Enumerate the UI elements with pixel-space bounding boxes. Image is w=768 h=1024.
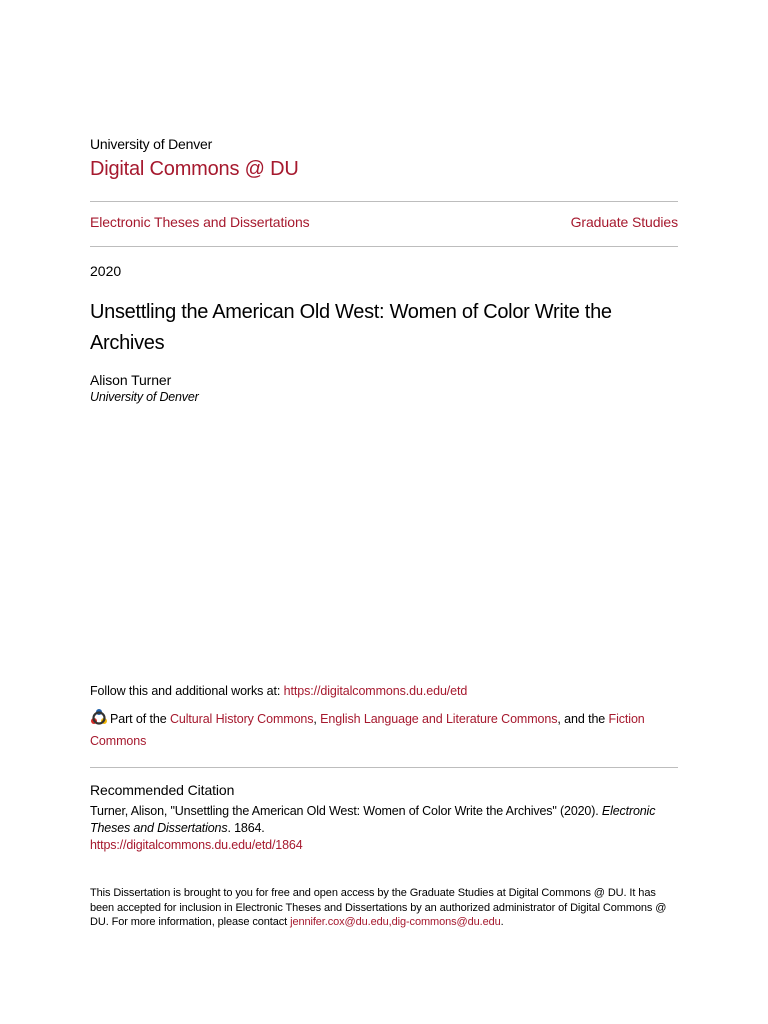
follow-line — [90, 684, 467, 698]
divider-top — [90, 201, 678, 202]
network-icon — [90, 708, 108, 726]
publication-year: 2020 — [90, 263, 122, 279]
citation-url-link[interactable]: https://digitalcommons.du.edu/etd/1864 — [90, 838, 303, 852]
document-title: Unsettling the American Old West: Women of Color Write the Archives — [90, 301, 612, 354]
collection-link[interactable]: Electronic Theses and Dissertations — [90, 214, 310, 230]
contact-email-link[interactable]: jennifer.cox@du.edu,dig-commons@du.edu — [290, 916, 501, 928]
divider-nav — [90, 246, 678, 247]
author-name: Alison Turner — [90, 372, 172, 388]
english-literature-commons-link[interactable]: English Language and Literature Commons — [320, 712, 558, 726]
institution-name: University of Denver — [90, 136, 213, 152]
follow-url-link[interactable]: https://digitalcommons.du.edu/etd — [283, 684, 468, 698]
citation-number: . 1864. — [227, 821, 265, 835]
breadcrumb — [90, 214, 678, 230]
citation-text: Turner, Alison, "Unsettling the American Old West: Women of Color Write the Archives" (2020). — [90, 804, 602, 818]
fiction-commons-link[interactable]: Fiction Commons — [90, 712, 645, 748]
part-of-line — [90, 708, 678, 752]
citation-heading: Recommended Citation — [90, 782, 235, 798]
citation-series: Electronic Theses and Dissertations — [90, 804, 656, 835]
notice-text: This Dissertation is brought to you for free and open access by the Graduate Studies at Digital Commons @ DU. It has been accepted for inclusion in Electronic Theses and Dissertations by an authorized administrator of Digital Commons @ DU. For more information, please contact — [90, 887, 667, 928]
part-of-separator-1: , — [313, 712, 321, 726]
site-title-link[interactable]: Digital Commons @ DU — [90, 158, 299, 180]
cultural-history-commons-link[interactable]: Cultural History Commons — [169, 712, 314, 726]
citation-body — [90, 803, 678, 854]
part-of-prefix: Part of the — [110, 712, 170, 726]
department-link[interactable]: Graduate Studies — [570, 214, 678, 230]
notice-end: . — [500, 916, 504, 928]
author-affiliation: University of Denver — [90, 390, 199, 404]
follow-prefix: Follow this and additional works at: — [90, 684, 284, 698]
divider-citation — [90, 767, 678, 768]
part-of-separator-2: , and the — [557, 712, 609, 726]
access-notice — [90, 886, 678, 930]
